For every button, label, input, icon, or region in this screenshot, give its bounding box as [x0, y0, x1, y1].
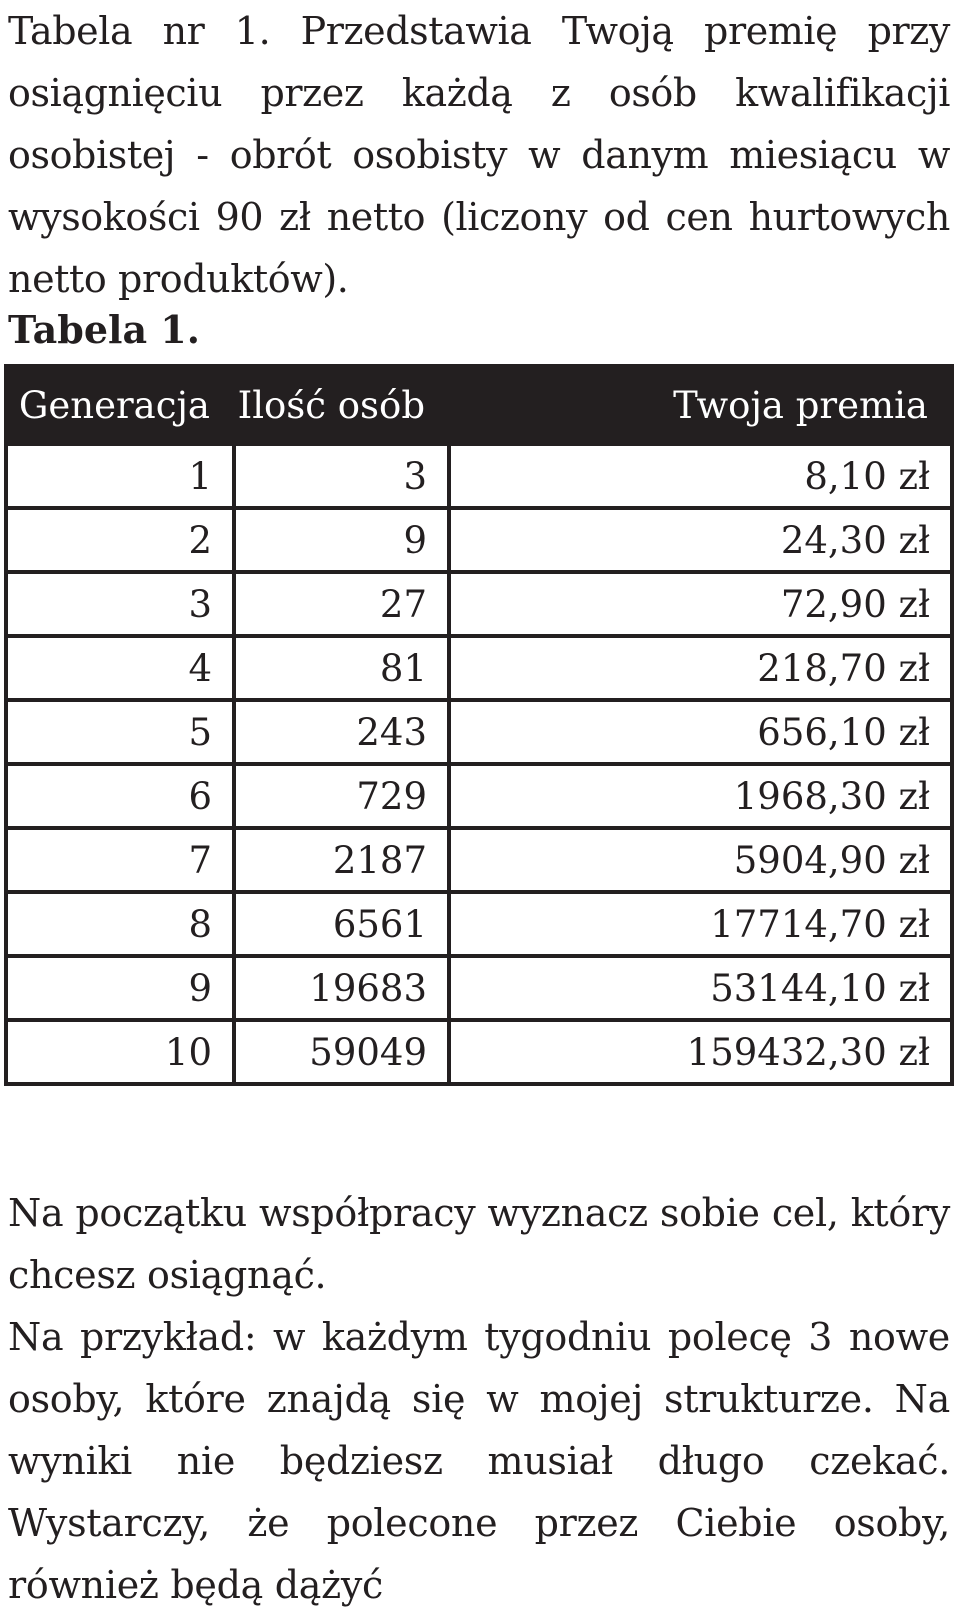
header-generation: Generacja	[6, 366, 234, 444]
table-row	[6, 508, 952, 572]
table-row	[6, 444, 952, 508]
cell-people-count: 729	[234, 764, 449, 828]
table-row	[6, 1020, 952, 1084]
table-row	[6, 700, 952, 764]
cell-generation: 6	[6, 764, 234, 828]
cell-generation: 10	[6, 1020, 234, 1084]
cell-people-count: 2187	[234, 828, 449, 892]
table-row	[6, 764, 952, 828]
cell-people-count: 27	[234, 572, 449, 636]
cell-generation: 5	[6, 700, 234, 764]
header-people-count: Ilość osób	[234, 366, 449, 444]
cell-generation: 3	[6, 572, 234, 636]
cell-bonus: 72,90 zł	[449, 572, 952, 636]
outro-paragraph-2: Na przykład: w każdym tygodniu polecę 3 nowe osoby, które znajdą się w mojej strukturze. Na wyniki nie będziesz musiał długo czekać. Wystarczy, że polecone przez Ciebie osoby, również będą dążyć	[8, 1315, 950, 1607]
cell-bonus: 17714,70 zł	[449, 892, 952, 956]
table-row	[6, 572, 952, 636]
cell-generation: 9	[6, 956, 234, 1020]
table-row	[6, 636, 952, 700]
cell-generation: 8	[6, 892, 234, 956]
cell-people-count: 81	[234, 636, 449, 700]
cell-bonus: 656,10 zł	[449, 700, 952, 764]
cell-generation: 1	[6, 444, 234, 508]
table-body	[6, 444, 952, 1084]
table-row	[6, 956, 952, 1020]
intro-paragraph: Tabela nr 1. Przedstawia Twoją premię przy osiągnięciu przez każdą z osób kwalifikacji osobistej - obrót osobisty w danym miesiącu w wysokości 90 zł netto (liczony od cen hurtowych netto produktów).	[8, 9, 950, 301]
cell-people-count: 6561	[234, 892, 449, 956]
table-row	[6, 892, 952, 956]
cell-people-count: 9	[234, 508, 449, 572]
cell-generation: 2	[6, 508, 234, 572]
header-bonus: Twoja premia	[449, 366, 952, 444]
outro-text	[8, 1182, 950, 1616]
cell-bonus: 24,30 zł	[449, 508, 952, 572]
cell-bonus: 159432,30 zł	[449, 1020, 952, 1084]
cell-generation: 4	[6, 636, 234, 700]
cell-bonus: 218,70 zł	[449, 636, 952, 700]
cell-people-count: 243	[234, 700, 449, 764]
cell-people-count: 19683	[234, 956, 449, 1020]
table-row	[6, 828, 952, 892]
table-caption: Tabela 1.	[8, 307, 200, 352]
cell-people-count: 59049	[234, 1020, 449, 1084]
cell-bonus: 8,10 zł	[449, 444, 952, 508]
cell-bonus: 53144,10 zł	[449, 956, 952, 1020]
table-header-row	[6, 366, 952, 444]
cell-people-count: 3	[234, 444, 449, 508]
cell-bonus: 1968,30 zł	[449, 764, 952, 828]
outro-paragraph-1: Na początku współpracy wyznacz sobie cel, który chcesz osiągnąć.	[8, 1191, 950, 1297]
bonus-table	[4, 364, 954, 1086]
cell-bonus: 5904,90 zł	[449, 828, 952, 892]
cell-generation: 7	[6, 828, 234, 892]
